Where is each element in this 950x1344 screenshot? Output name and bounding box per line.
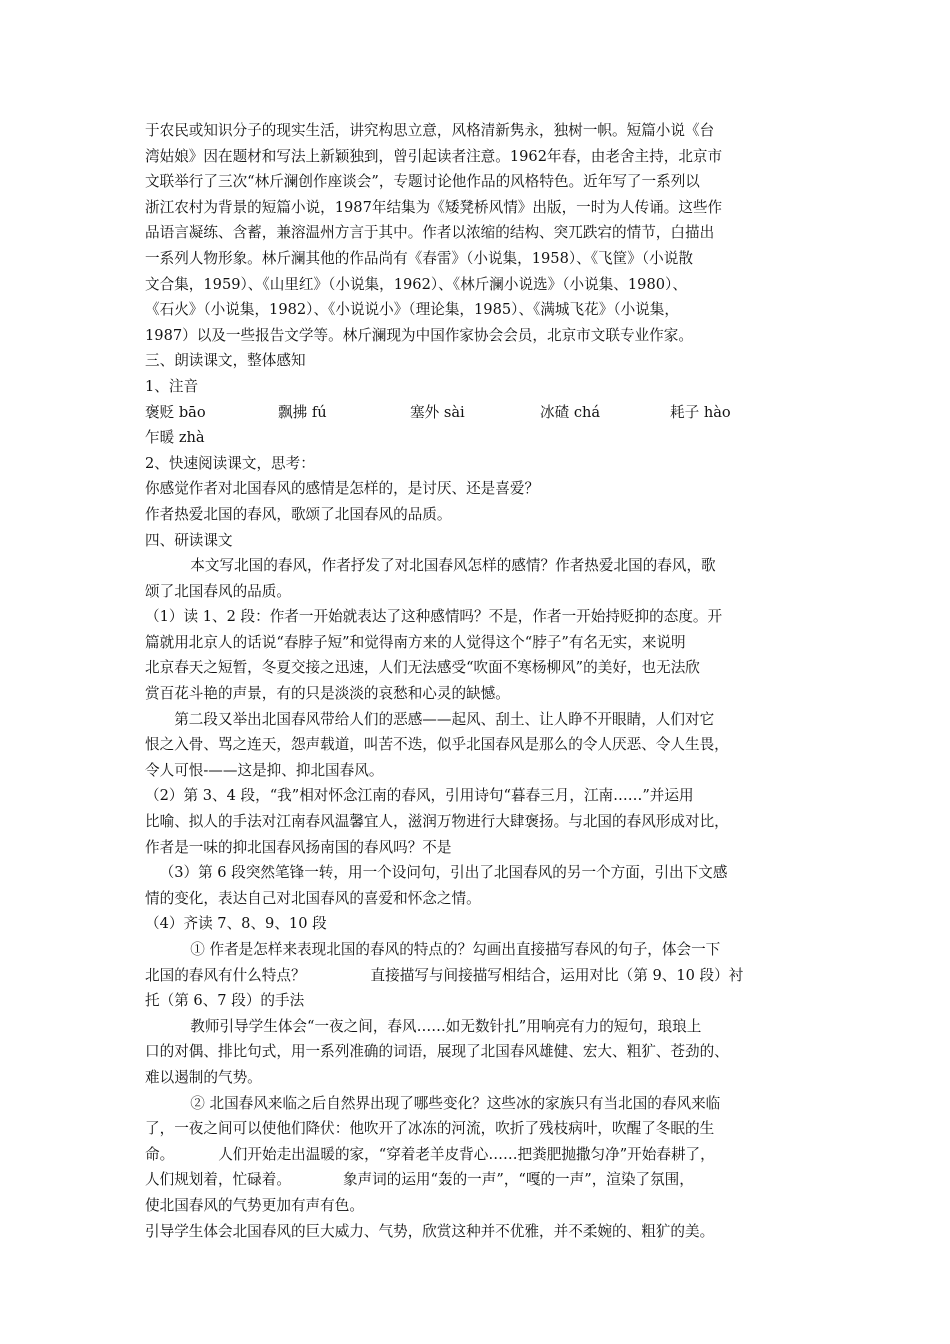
- paragraph-line: 赏百花斗艳的声景，有的只是淡淡的哀愁和心灵的缺憾。: [145, 685, 510, 703]
- paragraph-line: （2）第 3、4 段，“我”相对怀念江南的春风，引用诗句“暮春三月，江南……”并运用: [145, 787, 694, 805]
- paragraph-line: 作者是一味的抑北国春风扬南国的春风吗？不是: [145, 838, 452, 856]
- pinyin-row: [145, 400, 805, 426]
- answer-text: 作者热爱北国的春风，歌颂了北国春风的品质。: [145, 505, 452, 523]
- text-segment: 命。: [145, 1145, 175, 1163]
- text-segment: 象声词的运用“轰的一声”，“嘎的一声”，渲染了氛围，: [342, 1171, 694, 1189]
- paragraph-line: 引导学生体会北国春风的巨大威力、气势，欣赏这种并不优雅，并不柔婉的、粗犷的美。: [145, 1222, 715, 1240]
- text-segment: 人们规划着，忙碌着。: [145, 1171, 291, 1189]
- intro-line: 品语言凝练、含蓄，兼溶温州方言于其中。作者以浓缩的结构、突兀跌宕的情节，白描出: [145, 224, 715, 242]
- paragraph-line: 了，一夜之间可以使他们降伏：他吹开了冰冻的河流，吹折了残枝病叶，吹醒了冬眠的生: [145, 1120, 715, 1138]
- intro-line: 一系列人物形象。林斤澜其他的作品尚有《春雷》（小说集，1958）、《飞筐》（小说散: [145, 249, 693, 267]
- paragraph-line: （3）第 6 段突然笔锋一转，用一个设问句，引出了北国春风的另一个方面，引出下文感: [159, 864, 728, 882]
- paragraph-line: [145, 1167, 805, 1193]
- paragraph-line: 情的变化，表达自己对北国春风的喜爱和怀念之情。: [145, 889, 481, 907]
- paragraph-line: 口的对偶、排比句式，用一系列准确的词语，展现了北国春风雄健、宏大、粗犷、苍劲的、: [145, 1043, 729, 1061]
- pinyin-item: 褒贬 bāo: [145, 403, 206, 421]
- paragraph-line: 使北国春风的气势更加有声有色。: [145, 1196, 364, 1214]
- text-segment: 北国的春风有什么特点？: [145, 966, 306, 984]
- paragraph-line: 第二段又举出北国春风带给人们的恶感——起风、刮土、让人睁不开眼睛，人们对它: [174, 710, 715, 728]
- pinyin-item: 耗子 hào: [670, 403, 731, 421]
- text-segment: 直接描写与间接描写相结合，运用对比（第 9、10 段）衬: [370, 966, 744, 984]
- pronunciation-heading: 1、注音: [145, 377, 199, 395]
- section4-heading: 四、研读课文: [145, 531, 233, 549]
- text-segment: 人们开始走出温暖的家，“穿着老羊皮背心……把粪肥抛撒匀净”开始春耕了，: [218, 1145, 715, 1163]
- intro-line: 湾姑娘》因在题材和写法上新颖独到，曾引起读者注意。1962年春，由老舍主持，北京市: [145, 147, 723, 165]
- pinyin-item: 飘拂 fú: [278, 403, 327, 421]
- paragraph-line: 教师引导学生体会“一夜之间，春风……如无数针扎”用响亮有力的短句，琅琅上: [190, 1017, 702, 1035]
- paragraph-line: 篇就用北京人的话说“春脖子短”和觉得南方来的人觉得这个“脖子”有名无实，来说明: [145, 633, 686, 651]
- intro-line: 文联举行了三次“林斤澜创作座谈会”，专题讨论他作品的风格特色。近年写了一系列以: [145, 173, 700, 191]
- intro-line: 于农民或知识分子的现实生活，讲究构思立意，风格清新隽永，独树一帜。短篇小说《台: [145, 122, 715, 139]
- section3-heading: 三、朗读课文，整体感知: [145, 352, 306, 370]
- paragraph-line: 托（第 6、7 段）的手法: [145, 992, 305, 1010]
- intro-line: 文合集，1959）、《山里红》（小说集，1962）、《林斤澜小说选》（小说集、1980）、: [145, 275, 687, 293]
- pinyin-item: 乍暖 zhà: [145, 429, 205, 447]
- intro-line: 《石火》（小说集，1982）、《小说说小》（理论集，1985）、《满城飞花》（小说集，: [145, 301, 679, 319]
- quick-read-heading: 2、快速阅读课文，思考：: [145, 454, 315, 472]
- pinyin-item: 塞外 sài: [410, 403, 465, 421]
- question-text: 你感觉作者对北国春风的感情是怎样的，是讨厌、还是喜爱？: [145, 480, 540, 498]
- document-body: [145, 118, 805, 1244]
- paragraph-line: （1）读 1、2 段：作者一开始就表达了这种感情吗？不是，作者一开始持贬抑的态度。开: [145, 608, 723, 626]
- paragraph-line: 比喻、拟人的手法对江南春风温馨宜人，滋润万物进行大肆褒扬。与北国的春风形成对比，: [145, 813, 729, 831]
- paragraph-line: （4）齐读 7、8、9、10 段: [145, 915, 327, 933]
- paragraph-line: 颂了北国春风的品质。: [145, 582, 291, 600]
- paragraph-line: ② 北国春风来临之后自然界出现了哪些变化？这些冰的家族只有当北国的春风来临: [190, 1094, 721, 1112]
- paragraph-line: [145, 963, 805, 989]
- paragraph-line: 令人可恨-——这是抑、抑北国春风。: [145, 761, 384, 779]
- paragraph-line: [145, 1142, 805, 1168]
- paragraph-line: 恨之入骨、骂之连天，怨声载道，叫苦不迭，似乎北国春风是那么的令人厌恶、令人生畏，: [145, 736, 729, 754]
- intro-line: 浙江农村为背景的短篇小说，1987年结集为《矮凳桥风情》出版，一时为人传诵。这些作: [145, 198, 723, 216]
- paragraph-line: 北京春天之短暂，冬夏交接之迅速，人们无法感受“吹面不寒杨柳风”的美好，也无法欣: [145, 659, 700, 677]
- intro-line: 1987）以及一些报告文学等。林斤澜现为中国作家协会会员，北京市文联专业作家。: [145, 326, 693, 344]
- paragraph-line: 难以遏制的气势。: [145, 1068, 262, 1086]
- pinyin-item: 冰碴 chá: [540, 403, 601, 421]
- paragraph-line: 本文写北国的春风，作者抒发了对北国春风怎样的感情？作者热爱北国的春风，歌: [190, 557, 716, 575]
- paragraph-line: ① 作者是怎样来表现北国的春风的特点的？勾画出直接描写春风的句子，体会一下: [190, 941, 721, 958]
